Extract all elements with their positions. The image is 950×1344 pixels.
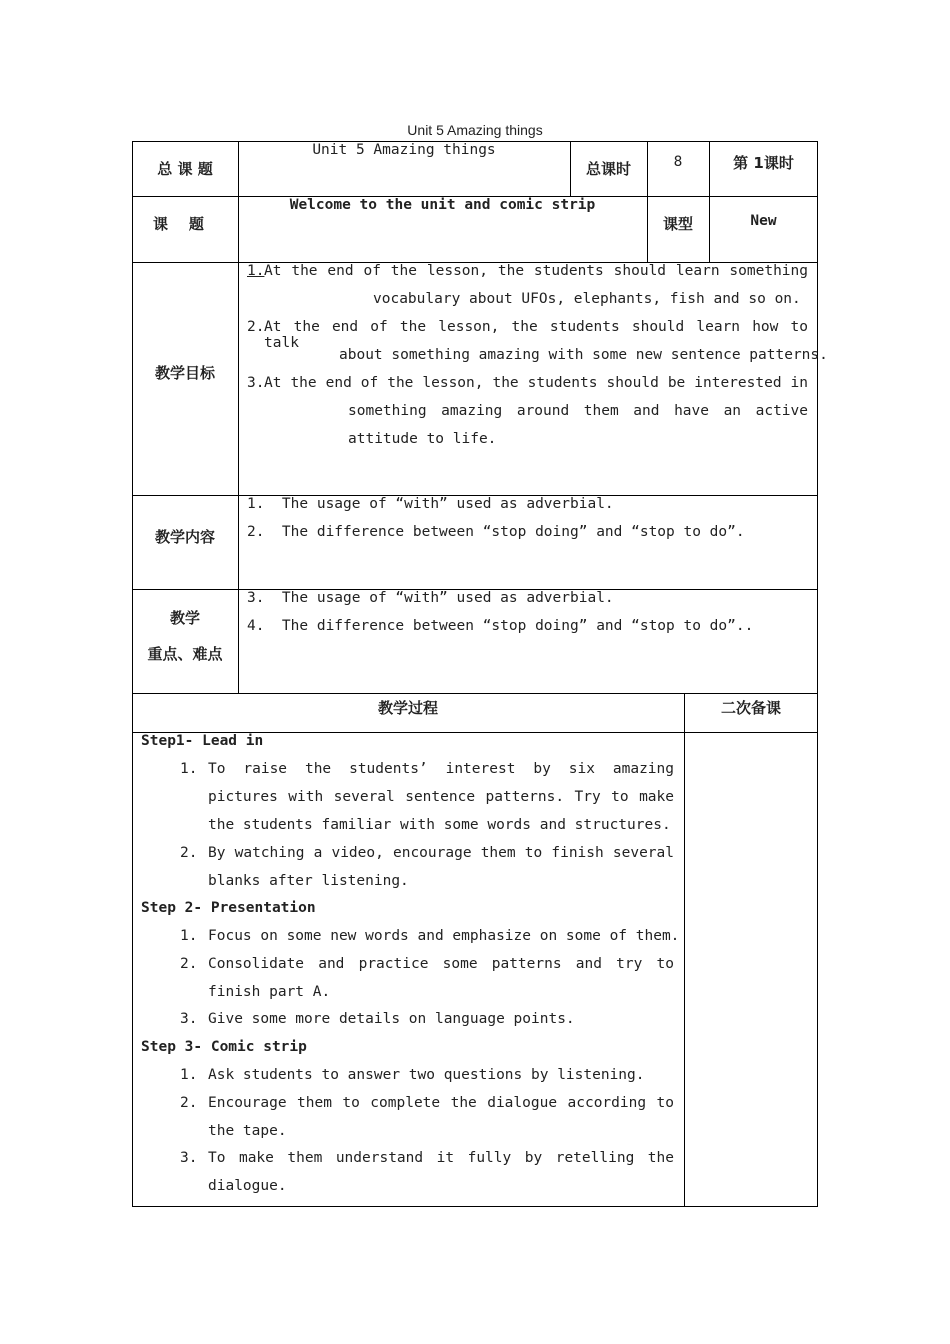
topic-label: 总 课 题 bbox=[157, 160, 213, 178]
step-line: finish part A. bbox=[208, 984, 331, 1000]
step-num: 2. bbox=[180, 956, 198, 972]
content-item: 2. The difference between “stop doing” and “stop to do”. bbox=[247, 524, 745, 540]
step-line: Focus on some new words and emphasize on some of them. bbox=[208, 928, 680, 944]
type-label: 课型 bbox=[662, 215, 693, 233]
lesson-value: Welcome to the unit and comic strip bbox=[289, 197, 596, 213]
key-point-item: 4. The difference between “stop doing” and “stop to do”.. bbox=[247, 618, 754, 634]
divider bbox=[684, 693, 685, 1207]
objective-line: At the end of the lesson, the students should be interested in bbox=[264, 375, 808, 391]
objective-num: 1. bbox=[247, 263, 265, 279]
divider bbox=[238, 141, 239, 693]
divider bbox=[132, 693, 818, 694]
key-point-item: 3. The usage of “with” used as adverbial. bbox=[247, 590, 614, 606]
key-points-label: 教学 bbox=[169, 609, 200, 627]
step-num: 1. bbox=[180, 928, 198, 944]
step-line: Encourage them to complete the dialogue according to bbox=[208, 1095, 674, 1111]
step-line: the tape. bbox=[208, 1123, 287, 1139]
step-num: 3. bbox=[180, 1150, 198, 1166]
objective-line: At the end of the lesson, the students should learn something bbox=[264, 263, 808, 279]
type-value: New bbox=[750, 213, 777, 229]
step-line: Ask students to answer two questions by listening. bbox=[208, 1067, 645, 1083]
step-num: 2. bbox=[180, 845, 198, 861]
step-line: Consolidate and practice some patterns and try to bbox=[208, 956, 674, 972]
step-line: To make them understand it fully by retelling the bbox=[208, 1150, 674, 1166]
lesson-label: 课 题 bbox=[153, 215, 204, 233]
step-title: Step 3- Comic strip bbox=[141, 1039, 307, 1055]
step-line: dialogue. bbox=[208, 1178, 287, 1194]
notes-header: 二次备课 bbox=[720, 699, 781, 717]
key-points-label: 重点、难点 bbox=[147, 645, 223, 663]
total-hours-label: 总课时 bbox=[585, 160, 631, 178]
objective-num: 2. bbox=[247, 319, 265, 335]
objective-num: 3. bbox=[247, 375, 265, 391]
step-line: the students familiar with some words and structures. bbox=[208, 817, 671, 833]
step-line: Give some more details on language points. bbox=[208, 1011, 575, 1027]
total-hours-value: 8 bbox=[673, 154, 683, 170]
objective-line: vocabulary about UFOs, elephants, fish and so on. bbox=[373, 291, 801, 307]
objective-line: At the end of the lesson, the students should learn how to talk bbox=[264, 319, 808, 351]
topic-value: Unit 5 Amazing things bbox=[312, 142, 496, 158]
step-line: To raise the students’ interest by six amazing bbox=[208, 761, 674, 777]
content-item: 1. The usage of “with” used as adverbial. bbox=[247, 496, 614, 512]
step-num: 3. bbox=[180, 1011, 198, 1027]
step-num: 2. bbox=[180, 1095, 198, 1111]
period: 第 1课时 bbox=[733, 154, 794, 172]
step-line: blanks after listening. bbox=[208, 873, 409, 889]
step-num: 1. bbox=[180, 1067, 198, 1083]
content-label: 教学内容 bbox=[154, 528, 215, 546]
objective-line: attitude to life. bbox=[348, 431, 497, 447]
step-title: Step 2- Presentation bbox=[141, 900, 316, 916]
process-header: 教学过程 bbox=[377, 699, 438, 717]
step-title: Step1- Lead in bbox=[141, 733, 264, 749]
objective-line: something amazing around them and have an active bbox=[348, 403, 808, 419]
step-num: 1. bbox=[180, 761, 198, 777]
page-header: Unit 5 Amazing things bbox=[407, 122, 543, 138]
step-line: By watching a video, encourage them to finish several bbox=[208, 845, 674, 861]
objectives-label: 教学目标 bbox=[154, 364, 215, 382]
step-line: pictures with several sentence patterns. Try to make bbox=[208, 789, 674, 805]
objective-line: about something amazing with some new sentence patterns. bbox=[339, 347, 828, 363]
